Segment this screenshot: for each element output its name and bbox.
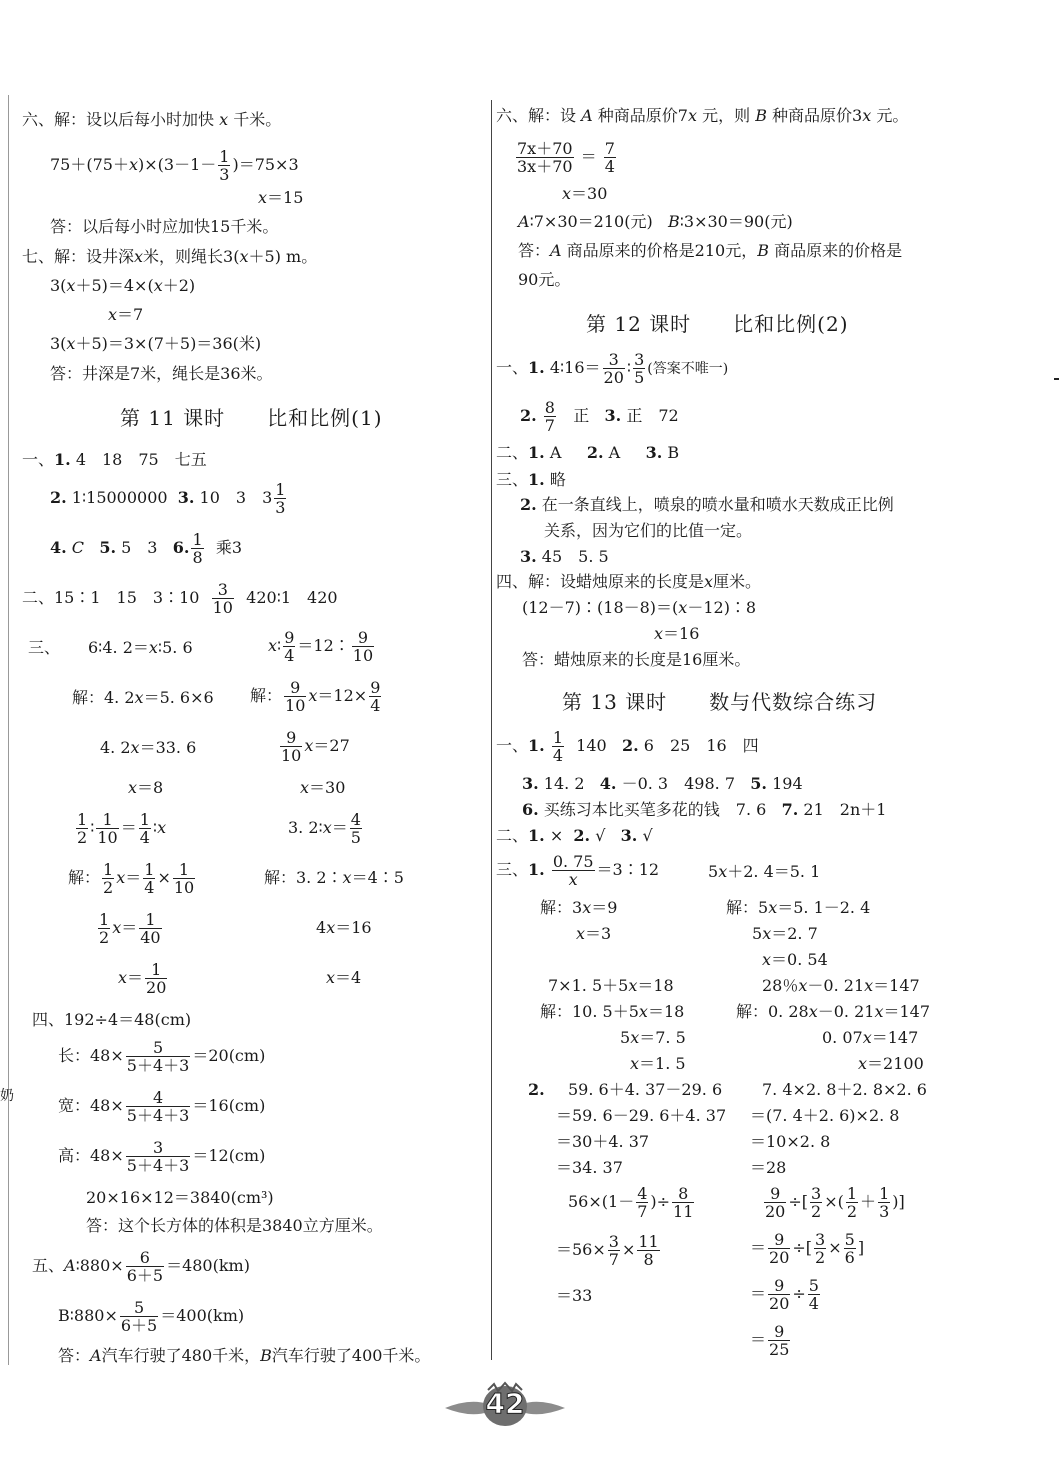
l12-q1-row2: 2. $\frac{8}{7}$ 正 3. 正 72 [520, 398, 679, 435]
l12-q4-eq: (12－7)∶(18－8)＝(x－12)∶8 [522, 598, 757, 617]
l11-q1-row3: 4. C 5. 5 3 6. $\frac{1}{8}$ 乘3 [50, 530, 242, 567]
l13-q4-d1: $\frac{9}{20}$ ÷[ $\frac{3}{2}$ ×( $\frac{1}{2}$ ＋ $\frac{1}{3}$ )] [765, 1184, 905, 1221]
l13-q3-eqA2: 解：3x＝9 [540, 898, 618, 917]
l13-q1-row3: 6. 买练习本比买笔多花的钱 7. 6 7. 21 2n＋1 [522, 800, 887, 819]
l11-q5-a: 五、A∶880× $\frac{6}{6+5}$ ＝480(km) [32, 1248, 250, 1285]
l12-q3-3: 3. 45 5. 5 [520, 547, 609, 566]
right-s6-answer: 答：A 商品原来的价格是210元，B 商品原来的价格是 [518, 241, 903, 260]
left-s7-answer: 答：井深是7米，绳长是36米。 [50, 364, 273, 383]
left-s7-eq3: 3(x＋5)＝3×(7＋5)＝36(米) [50, 334, 262, 353]
l11-q3-label: 三、 [28, 638, 61, 657]
l13-q4-d4: ＝ $\frac{9}{25}$ [750, 1322, 790, 1359]
left-s6-setup: 六、解：设以后每小时加快 x 千米。 [22, 110, 282, 129]
edge-mark [1054, 378, 1059, 380]
l12-q3-2b: 关系，因为它们的比值一定。 [544, 521, 753, 540]
l11-q1-row2: 2. 1∶15000000 3. 10 3 3 $\frac{1}{3}$ [50, 480, 286, 517]
l11-q3-eqA2: 解：4. 2x＝5. 6×6 [72, 688, 214, 707]
l11-q1-row1: 一、1. 4 18 75 七五 [22, 450, 207, 469]
l13-q4-d3: ＝ $\frac{9}{20}$ ÷ $\frac{5}{4}$ [750, 1276, 819, 1313]
l11-q3-eqC3: $\frac{1}{2}$ x＝ $\frac{1}{40}$ [99, 910, 161, 947]
l11-q3-eqB4: x＝30 [300, 778, 346, 797]
l13-q4-b3: ＝10×2. 8 [750, 1132, 831, 1151]
left-s7-eq1: 3(x＋5)＝4×(x＋2) [50, 276, 196, 295]
l13-q4-c3: ＝33 [556, 1286, 593, 1305]
l13-q3-eqC3: 5x＝7. 5 [620, 1028, 686, 1047]
l13-q3-eqB2: 解：5x＝5. 1－2. 4 [726, 898, 871, 917]
l13-q4-b4: ＝28 [750, 1158, 787, 1177]
l13-q4-a2: ＝59. 6－29. 6＋4. 37 [556, 1106, 727, 1125]
page-number: 42 [485, 1387, 525, 1420]
right-s6-answer-2: 90元。 [518, 270, 571, 289]
page-number-badge [440, 1380, 570, 1430]
l11-q5-answer: 答：A汽车行驶了480千米，B汽车行驶了400千米。 [58, 1346, 431, 1365]
l11-q3-eqB1: x∶ $\frac{9}{4}$ ＝12∶ $\frac{9}{10}$ [268, 628, 374, 665]
l11-q4-width: 宽：48× $\frac{4}{5+4+3}$ ＝16(cm) [58, 1088, 266, 1125]
right-s6-solution: x＝30 [562, 184, 608, 203]
l11-q3-eqA1: 6∶4. 2＝x∶5. 6 [88, 638, 193, 657]
l11-q3-eqC4: x＝ $\frac{1}{20}$ [118, 960, 167, 997]
lesson-11-heading: 第 11 课时 比和比例(1) [120, 406, 383, 430]
l13-q3-eqD4: x＝2100 [858, 1054, 924, 1073]
l13-q1-row2: 3. 14. 2 4. －0. 3 498. 7 5. 194 [522, 774, 803, 793]
left-s6-equation: 75＋(75＋x)×(3－1－ $\frac{1}{3}$ )＝75×3 [50, 147, 299, 184]
l13-q3-eqD2: 解：0. 28x－0. 21x＝147 [736, 1002, 931, 1021]
lesson-12-heading: 第 12 课时 比和比例(2) [586, 312, 849, 336]
l11-q3-eqD3: 4x＝16 [316, 918, 372, 937]
column-divider [491, 100, 492, 1360]
l12-q4-answer: 答：蜡烛原来的长度是16厘米。 [522, 650, 751, 669]
right-s6-equation: $\frac{7x+70}{3x+70}$ ＝ $\frac{7}{4}$ [517, 139, 615, 176]
l11-q5-b: B∶880× $\frac{5}{6+5}$ ＝400(km) [58, 1298, 245, 1335]
l11-q3-eqB2: 解： $\frac{9}{10}$ x＝12× $\frac{9}{4}$ [250, 678, 381, 715]
l13-q3-eqC1: 7×1. 5＋5x＝18 [548, 976, 674, 995]
l12-q1-row1: 一、1. 4∶16＝ $\frac{3}{20}$ ∶ $\frac{3}{5}$ (答案不唯一) [496, 350, 729, 387]
l11-q4-length: 长：48× $\frac{5}{5+4+3}$ ＝20(cm) [58, 1038, 266, 1075]
l13-q3-eqB3: 5x＝2. 7 [752, 924, 818, 943]
l11-q3-eqA4: x＝8 [128, 778, 164, 797]
l13-q4-a3: ＝30＋4. 37 [556, 1132, 650, 1151]
l13-q4-d2: ＝ $\frac{9}{20}$ ÷[ $\frac{3}{2}$ × $\frac{5}{6}$ ] [750, 1230, 865, 1267]
l13-q3-eqB4: x＝0. 54 [762, 950, 828, 969]
l11-q3-eqB3: $\frac{9}{10}$ x＝27 [281, 728, 350, 765]
l12-q2: 二、1. A 2. A 3. B [496, 443, 680, 462]
l13-q1-row1: 一、1. $\frac{1}{4}$ 140 2. 6 25 16 四 [496, 728, 759, 765]
left-s7-eq2: x＝7 [108, 305, 144, 324]
right-s6-calc: A∶7×30＝210(元) B∶3×30＝90(元) [518, 212, 793, 231]
l13-q3-eqB1: 5x＋2. 4＝5. 1 [708, 862, 821, 881]
l11-q3-eqC2: 解： $\frac{1}{2}$ x＝ $\frac{1}{4}$ × $\frac{1}{10}$ [68, 860, 195, 897]
left-s6-solution: x＝15 [258, 188, 304, 207]
l13-q2: 二、1. × 2. √ 3. √ [496, 826, 653, 845]
l11-q3-eqC1: $\frac{1}{2}$ ∶ $\frac{1}{10}$ ＝ $\frac{1}{4}$ ∶x [77, 810, 167, 847]
side-fragment: 奶 [0, 1088, 14, 1104]
l11-q4-height: 高：48× $\frac{3}{5+4+3}$ ＝12(cm) [58, 1138, 266, 1175]
left-s7-setup: 七、解：设井深x米，则绳长3(x＋5) m。 [22, 247, 318, 266]
l11-q4-line: 四、192÷4＝48(cm) [32, 1010, 192, 1029]
l13-q4-b1: 7. 4×2. 8＋2. 8×2. 6 [762, 1080, 927, 1099]
l11-q3-eqD2: 解：3. 2∶x＝4∶5 [264, 868, 404, 887]
l13-q4-a1: 59. 6＋4. 37－29. 6 [568, 1080, 723, 1099]
l11-q2: 二、15∶1 15 3∶10 $\frac{3}{10}$ 420∶1 420 [22, 580, 338, 617]
l13-q3-eqD1: 28％x－0. 21x＝147 [762, 976, 920, 995]
l11-q3-eqA3: 4. 2x＝33. 6 [100, 738, 197, 757]
l13-q3-eqC4: x＝1. 5 [630, 1054, 686, 1073]
l11-q4-volume: 20×16×12＝3840(cm³) [86, 1188, 274, 1207]
l12-q3-1: 三、1. 略 [496, 470, 566, 489]
l11-q3-eqD4: x＝4 [326, 968, 362, 987]
right-s6-setup: 六、解：设 A 种商品原价7x 元，则 B 种商品原价3x 元。 [496, 106, 909, 125]
l13-q3-eqC2: 解：10. 5＋5x＝18 [540, 1002, 685, 1021]
left-margin-line [8, 95, 9, 1365]
l11-q4-answer: 答：这个长方体的体积是3840立方厘米。 [86, 1216, 383, 1235]
l12-q4-setup: 四、解：设蜡烛原来的长度是x厘米。 [496, 572, 762, 591]
l13-q4-c2: ＝56× $\frac{3}{7}$ × $\frac{11}{8}$ [556, 1232, 659, 1269]
l13-q3-eqA3: x＝3 [576, 924, 612, 943]
left-s6-answer: 答：以后每小时应加快15千米。 [50, 217, 279, 236]
l13-q4-label: 2. [528, 1080, 545, 1099]
l13-q4-b2: ＝(7. 4＋2. 6)×2. 8 [750, 1106, 900, 1125]
l12-q3-2: 2. 在一条直线上，喷泉的喷水量和喷水天数成正比例 [520, 495, 894, 514]
lesson-13-heading: 第 13 课时 数与代数综合练习 [562, 690, 878, 714]
l13-q3-eqD3: 0. 07x＝147 [822, 1028, 919, 1047]
l13-q4-a4: ＝34. 37 [556, 1158, 623, 1177]
l11-q3-eqD1: 3. 2∶x＝ $\frac{4}{5}$ [288, 810, 361, 847]
l13-q4-c1: 56×(1－ $\frac{4}{7}$ )÷ $\frac{8}{11}$ [568, 1184, 694, 1221]
l13-q3-eqA1: 三、1. $\frac{0. 75}{x}$ ＝3∶12 [496, 852, 660, 889]
l12-q4-solution: x＝16 [654, 624, 700, 643]
